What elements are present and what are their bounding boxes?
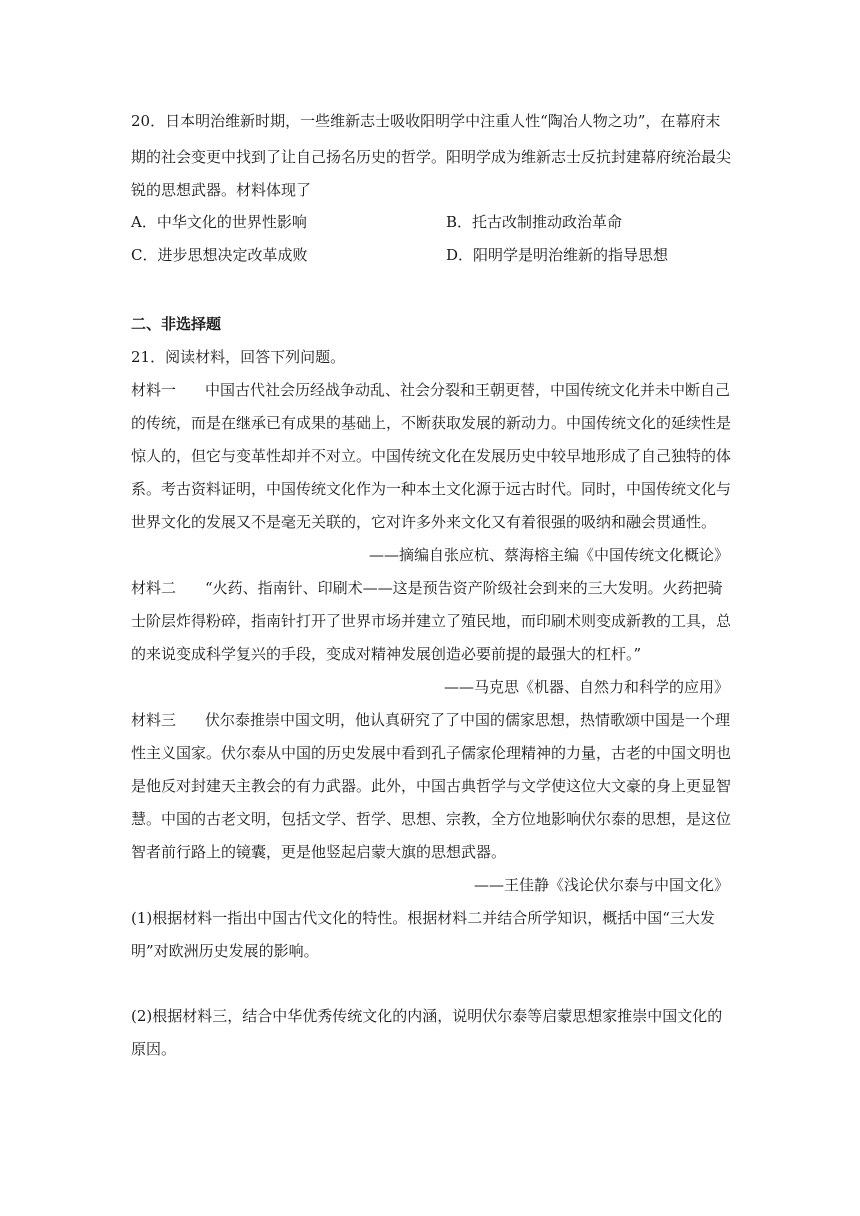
material-1-line-2: 的传统，而是在继承已有成果的基础上，不断获取发展的新动力。中国传统文化的延续性是	[131, 414, 732, 432]
material-3-line-2: 性主义国家。伏尔泰从中国的历史发展中看到孔子儒家伦理精神的力量，古老的中国文明也	[131, 744, 732, 762]
material-1-line-1	[131, 380, 730, 400]
material-1-line-4: 系。考古资料证明，中国传统文化作为一种本土文化源于远古时代。同时，中国传统文化与	[131, 480, 732, 498]
material-2-text-1: “火药、指南针、印刷术——这是预告资产阶级社会到来的三大发明。火药把骑	[205, 579, 723, 597]
material-1-label: 材料一	[131, 381, 177, 399]
q21-stem: 21．阅读材料，回答下列问题。	[131, 348, 346, 366]
material-2-line-2: 士阶层炸得粉碎，指南针打开了世界市场并建立了殖民地，而印刷术则变成新教的工具，总	[131, 612, 732, 630]
material-2-line-3: 的来说变成科学复兴的手段，变成对精神发展创造必要前提的最强大的杠杆。”	[131, 645, 642, 663]
q20-stem-line-1: 20．日本明治维新时期，一些维新志士吸收阳明学中注重人性“陶冶人物之功”，在幕府末	[131, 112, 721, 130]
material-2-label: 材料二	[131, 579, 177, 597]
q20-option-d: D．阳明学是明治维新的指导思想	[446, 246, 669, 264]
sub-question-1-line-1: (1)根据材料一指出中国古代文化的特性。根据材料二并结合所学知识，概括中国“三大发	[131, 909, 715, 927]
sub-question-2-line-2: 原因。	[131, 1040, 177, 1058]
q20-option-c: C．进步思想决定改革成败	[131, 246, 308, 264]
material-3-line-1	[131, 710, 730, 730]
q20-stem-line-3: 锐的思想武器。材料体现了	[131, 181, 312, 199]
material-3-source: ——王佳静《浅论伏尔泰与中国文化》	[473, 876, 729, 894]
sub-question-1-line-2: 明”对欧洲历史发展的影响。	[131, 942, 319, 960]
material-1-source: ——摘编自张应杭、蔡海榕主编《中国传统文化概论》	[368, 546, 729, 564]
material-3-text-1: 伏尔泰推崇中国文明，他认真研究了了中国的儒家思想，热情歌颂中国是一个理	[205, 711, 731, 729]
material-3-line-3: 是他反对封建天主教会的有力武器。此外，中国古典哲学与文学使这位大文豪的身上更显智	[131, 777, 732, 795]
q20-option-b: B．托古改制推动政治革命	[446, 213, 623, 231]
material-3-line-4: 慧。中国的古老文明，包括文学、哲学、思想、宗教，全方位地影响伏尔泰的思想，是这位	[131, 810, 732, 828]
material-1-text-1: 中国古代社会历经战争动乱、社会分裂和王朝更替，中国传统文化并未中断自己	[205, 381, 731, 399]
material-3-label: 材料三	[131, 711, 177, 729]
q20-option-a: A．中华文化的世界性影响	[131, 213, 307, 231]
q20-stem-line-2: 期的社会变更中找到了让自己扬名历史的哲学。阳明学成为维新志士反抗封建幕府统治最尖	[131, 148, 732, 166]
material-2-line-1	[131, 578, 723, 598]
sub-question-2-line-1: (2)根据材料三，结合中华优秀传统文化的内涵，说明伏尔泰等启蒙思想家推崇中国文化的	[131, 1007, 723, 1025]
material-3-line-5: 智者前行路上的镜囊，更是他竖起启蒙大旗的思想武器。	[131, 843, 507, 861]
material-1-line-5: 世界文化的发展又不是毫无关联的，它对许多外来文化又有着很强的吸纳和融会贯通性。	[131, 513, 717, 531]
section-heading: 二、非选择题	[131, 315, 222, 333]
material-2-source: ——马克思《机器、自然力和科学的应用》	[443, 678, 729, 696]
material-1-line-3: 惊人的，但它与变革性却并不对立。中国传统文化在发展历史中较早地形成了自己独特的体	[131, 447, 732, 465]
